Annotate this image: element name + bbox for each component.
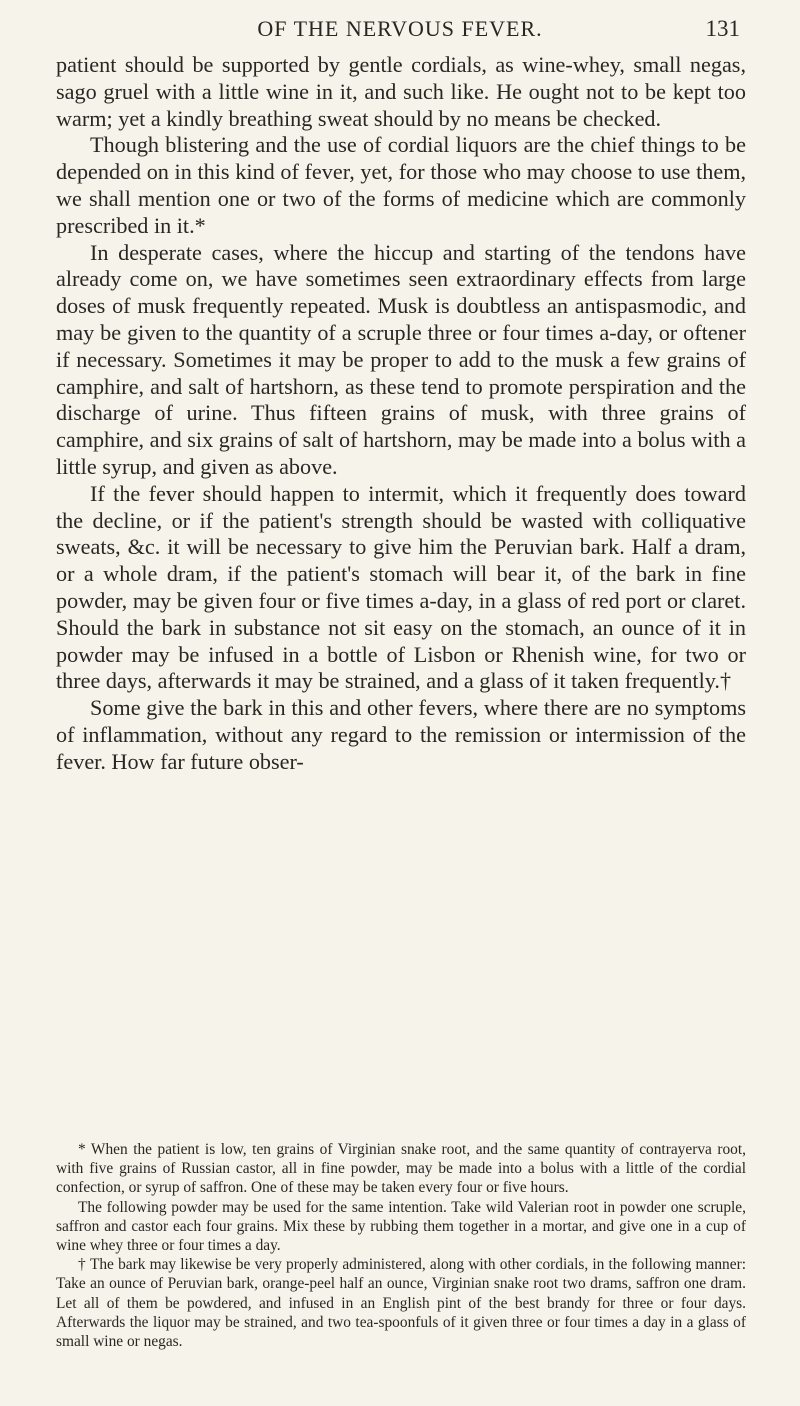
footnote: † The bark may likewise be very properly administered, along with other cordials, in the following manner: Take an ounce of Peruvian bark, orange-peel half an ounce, Virginian snake root two drams, saffron one dram. Let all of them be powdered, and infused in an English pint of the best brandy for three or four days. Afterwards the liquor may be strained, and two tea-spoonfuls of it given three or four times a day in a glass of small wine or negas. — [56, 1256, 746, 1351]
footnotes — [56, 1140, 746, 1351]
body-text — [56, 52, 746, 776]
body-paragraph: In desperate cases, where the hiccup and starting of the tendons have already come on, we have sometimes seen extraordinary effects from large doses of musk frequently repeated. Musk is doubtless an antispasmodic, and may be given to the quantity of a scruple three or four times a-day, or oftener if necessary. Sometimes it may be proper to add to the musk a few grains of camphire, and salt of hartshorn, as these tend to promote perspiration and the discharge of urine. Thus fifteen grains of musk, with three grains of camphire, and six grains of salt of hartshorn, may be made into a bolus with a little syrup, and given as above. — [56, 239, 746, 479]
running-head: OF THE NERVOUS FEVER. — [257, 16, 543, 41]
footnote: * When the patient is low, ten grains of Virginian snake root, and the same quantity of contrayerva root, with five grains of Russian castor, all in fine powder, may be made into a bolus with a little of the cordial confection, or syrup of saffron. One of these may be taken every four or five hours. — [56, 1141, 746, 1197]
body-paragraph: If the fever should happen to intermit, which it frequently does toward the decline, or if the patient's strength should be wasted with colliquative sweats, &c. it will be necessary to give him the Peruvian bark. Half a dram, or a whole dram, if the patient's stomach will bear it, of the bark in fine powder, may be given four or five times a-day, in a glass of red port or claret. Should the bark in substance not sit easy on the stomach, an ounce of it in powder may be infused in a bottle of Lisbon or Rhenish wine, for two or three days, afterwards it may be strained, and a glass of it taken frequently.† — [56, 480, 746, 694]
page-number: 131 — [705, 16, 740, 41]
page-header — [60, 16, 740, 50]
body-paragraph: Some give the bark in this and other fevers, where there are no symptoms of inflammation, without any regard to the remission or intermission of the fever. How far future obser- — [56, 695, 746, 774]
footnote: The following powder may be used for the same intention. Take wild Valerian root in powder one scruple, saffron and castor each four grains. Mix these by rubbing them together in a mortar, and give one in a cup of wine whey three or four times a day. — [56, 1198, 746, 1255]
body-paragraph: Though blistering and the use of cordial liquors are the chief things to be depended on in this kind of fever, yet, for those who may choose to use them, we shall mention one or two of the forms of medicine which are commonly prescribed in it.* — [56, 132, 746, 238]
body-paragraph: patient should be supported by gentle cordials, as wine-whey, small negas, sago gruel with a little wine in it, and such like. He ought not to be kept too warm; yet a kindly breathing sweat should by no means be checked. — [56, 52, 746, 131]
